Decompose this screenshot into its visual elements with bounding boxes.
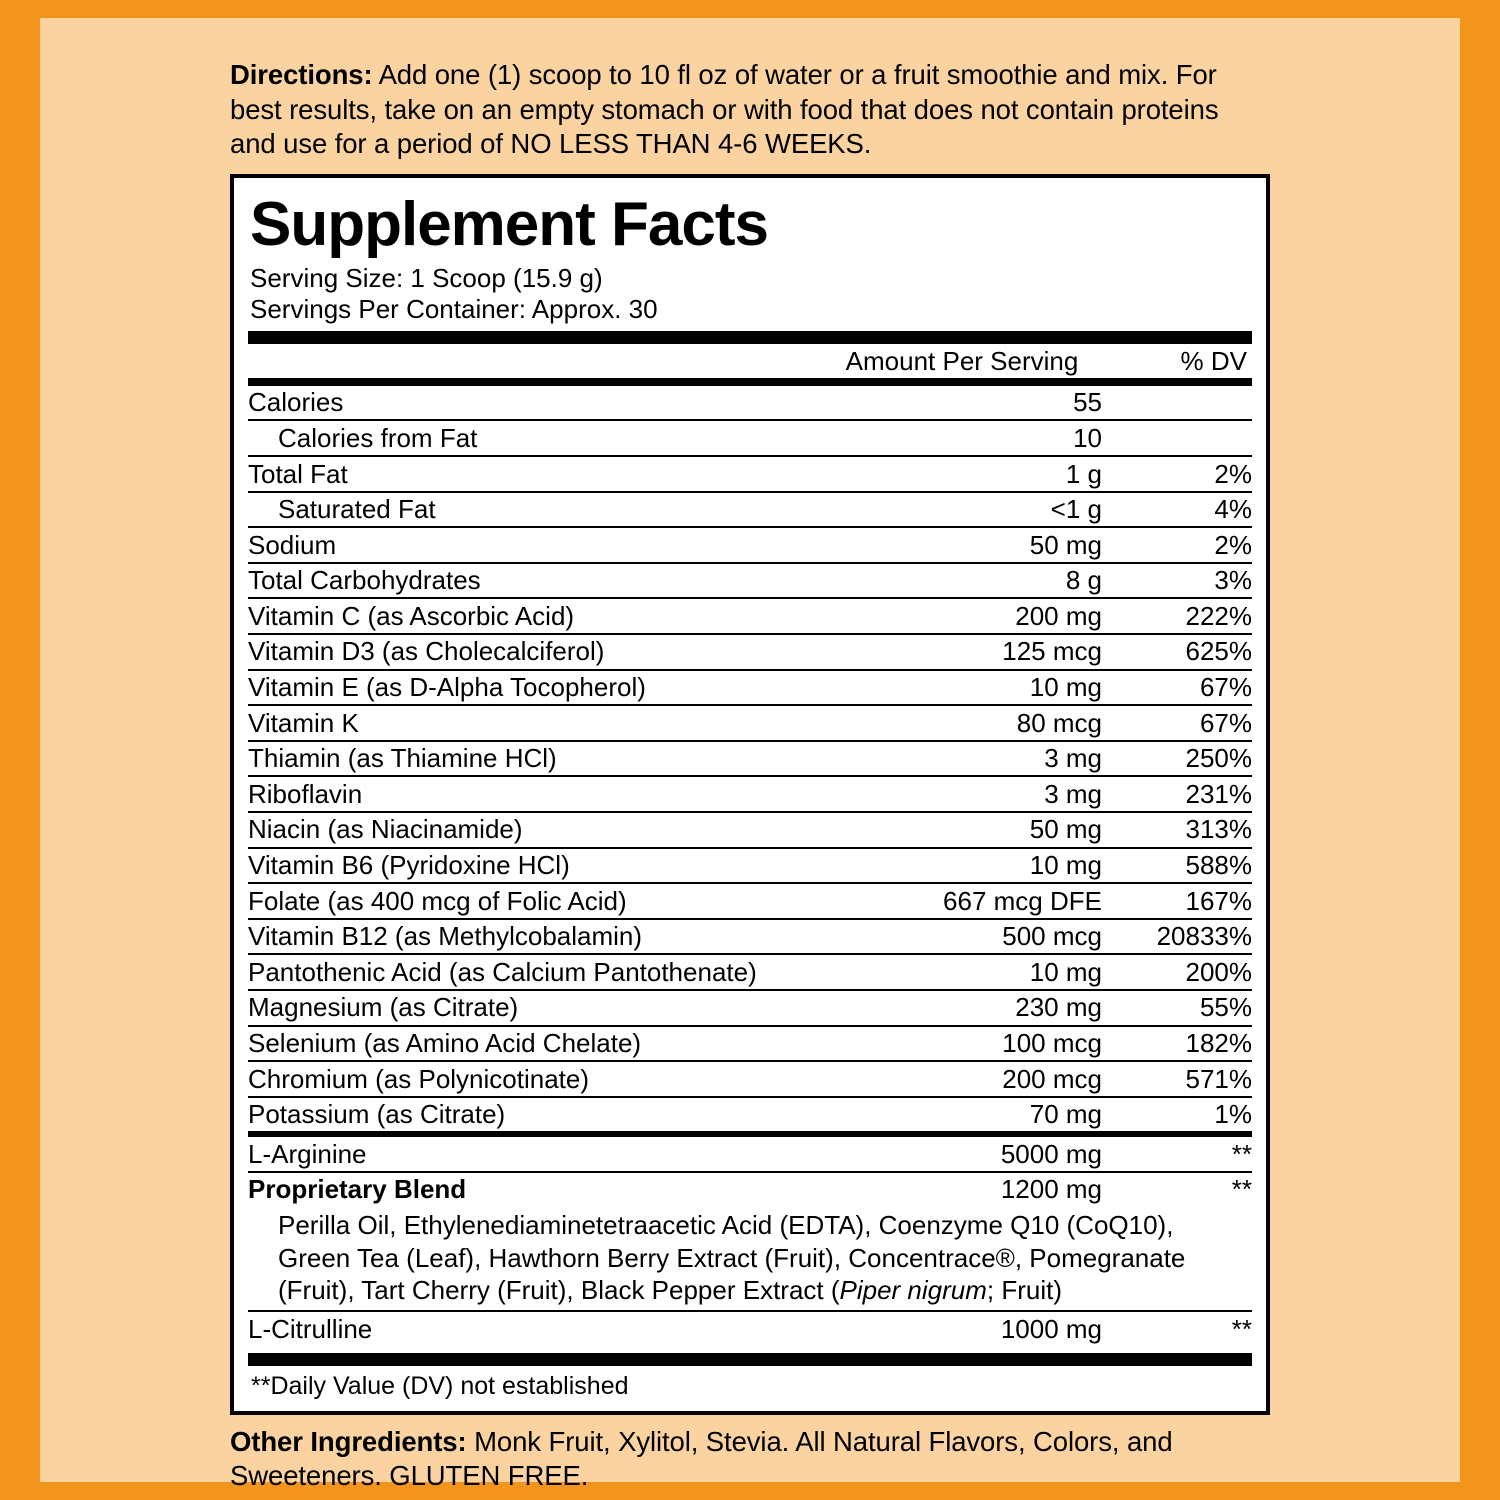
table-row <box>248 990 1252 1026</box>
row-amount: 125 mcg <box>832 634 1102 670</box>
row-name: Vitamin C (as Ascorbic Acid) <box>248 598 832 634</box>
row-amount: 55 <box>832 386 1102 421</box>
table-row <box>248 420 1252 456</box>
table-row <box>248 456 1252 492</box>
header-amount-per-serving: Amount Per Serving <box>827 344 1097 379</box>
row-amount: 50 mg <box>832 812 1102 848</box>
table-row <box>248 954 1252 990</box>
table-row <box>248 670 1252 706</box>
blend-rows <box>248 1137 1252 1206</box>
blend-desc-italic: Piper nigrum <box>839 1274 987 1305</box>
divider-thick-bottom <box>248 1353 1252 1366</box>
row-dv: 3% <box>1102 563 1252 599</box>
table-row <box>248 919 1252 955</box>
row-name: Total Carbohydrates <box>248 563 832 599</box>
row-dv: 588% <box>1102 848 1252 884</box>
table-row <box>248 1061 1252 1097</box>
row-dv: 571% <box>1102 1061 1252 1097</box>
other-ingredients-block <box>230 1425 1270 1494</box>
row-amount: 3 mg <box>832 776 1102 812</box>
row-dv <box>1102 386 1252 421</box>
daily-value-note: **Daily Value (DV) not established <box>251 1371 629 1400</box>
row-amount: 100 mcg <box>832 1026 1102 1062</box>
nutrient-rows <box>248 386 1252 1131</box>
row-amount: 230 mg <box>832 990 1102 1026</box>
row-name: Magnesium (as Citrate) <box>248 990 832 1026</box>
other-ingredients-label: Other Ingredients: <box>230 1425 467 1457</box>
row-amount: 200 mg <box>832 598 1102 634</box>
row-amount: 3 mg <box>832 741 1102 777</box>
row-amount: 1200 mg <box>1000 1174 1102 1205</box>
blend-desc-part2: ; Fruit) <box>986 1274 1063 1305</box>
proprietary-blend-description <box>248 1206 1252 1312</box>
table-row <box>248 1097 1252 1132</box>
row-amount: 1 g <box>832 456 1102 492</box>
table-row <box>248 386 1252 421</box>
row-dv: ** <box>1102 1137 1252 1172</box>
row-dv: 231% <box>1102 776 1252 812</box>
row-dv: 250% <box>1102 741 1252 777</box>
row-dv: 67% <box>1102 670 1252 706</box>
final-row-table <box>248 1312 1252 1346</box>
other-ingredients-text: Monk Fruit, Xylitol, Stevia. All Natural Flavors, Colors, and Sweeteners. GLUTEN FREE. <box>230 1425 1173 1492</box>
row-name: Folate (as 400 mcg of Folic Acid) <box>248 883 832 919</box>
row-amount: 5000 mg <box>832 1137 1102 1172</box>
label-content <box>230 58 1270 1494</box>
table-row <box>248 1026 1252 1062</box>
table-row <box>248 492 1252 528</box>
table-row <box>248 848 1252 884</box>
row-dv: 200% <box>1102 954 1252 990</box>
row-dv: 2% <box>1102 527 1252 563</box>
row-amount: 10 <box>832 420 1102 456</box>
row-amount: <1 g <box>832 492 1102 528</box>
row-name: Niacin (as Niacinamide) <box>248 812 832 848</box>
table-row <box>248 883 1252 919</box>
row-name: Proprietary Blend <box>248 1174 467 1205</box>
row-amount: 8 g <box>832 563 1102 599</box>
directions-block <box>230 58 1270 162</box>
table-row <box>248 527 1252 563</box>
table-row <box>248 1137 1252 1172</box>
row-amount: 10 mg <box>832 670 1102 706</box>
table-row <box>248 1312 1252 1346</box>
page-title: Supplement Facts <box>250 189 768 259</box>
row-amount: 70 mg <box>1029 1099 1102 1130</box>
row-dv: 2% <box>1102 456 1252 492</box>
row-dv: 55% <box>1102 990 1252 1026</box>
directions-text: Add one (1) scoop to 10 fl oz of water or a fruit smoothie and mix. For best results, take on an empty stomach or with food that does not contain proteins and use for a period of NO LESS THAN 4-6 WEEKS. <box>230 59 1219 160</box>
table-row <box>248 741 1252 777</box>
row-name: Calories <box>248 386 832 421</box>
row-dv: 625% <box>1102 634 1252 670</box>
row-amount: 1000 mg <box>1000 1313 1102 1344</box>
row-name: Vitamin D3 (as Cholecalciferol) <box>248 634 832 670</box>
row-name: Vitamin B12 (as Methylcobalamin) <box>248 919 832 955</box>
row-dv: ** <box>1231 1174 1252 1205</box>
row-dv: 1% <box>1214 1099 1252 1130</box>
row-name: Vitamin B6 (Pyridoxine HCl) <box>248 848 832 884</box>
row-name: Total Fat <box>248 456 832 492</box>
row-dv: ** <box>1231 1313 1252 1344</box>
row-name: Chromium (as Polynicotinate) <box>248 1061 832 1097</box>
row-name: Selenium (as Amino Acid Chelate) <box>248 1026 832 1062</box>
directions-label: Directions: <box>230 59 373 90</box>
header-blank <box>248 344 827 379</box>
table-row <box>248 1172 1252 1207</box>
row-dv: 20833% <box>1102 919 1252 955</box>
label-page <box>40 18 1460 1492</box>
table-row <box>248 812 1252 848</box>
row-amount: 80 mcg <box>832 705 1102 741</box>
row-name: Vitamin E (as D-Alpha Tocopherol) <box>248 670 832 706</box>
row-name: Sodium <box>248 527 832 563</box>
table-row <box>248 598 1252 634</box>
row-name: L-Arginine <box>248 1137 832 1172</box>
row-name: Riboflavin <box>248 776 832 812</box>
divider-thick-top <box>248 331 1252 344</box>
blend-desc-part1: Perilla Oil, Ethylenediaminetetraacetic Acid (EDTA), Coenzyme Q10 (CoQ10), Green Tea (Leaf), Hawthorn Berry Extract (Fruit), Concentrace®, Pomegranate (Fruit), Tart Cherry (Fruit), Black Pepper Extract ( <box>278 1210 1186 1305</box>
nutrition-table <box>248 344 1252 380</box>
table-row <box>248 563 1252 599</box>
row-amount: 500 mcg <box>832 919 1102 955</box>
row-name: Pantothenic Acid (as Calcium Pantothenate) <box>248 954 832 990</box>
row-name: Potassium (as Citrate) <box>248 1099 506 1130</box>
row-name: Thiamin (as Thiamine HCl) <box>248 741 832 777</box>
row-amount: 10 mg <box>832 848 1102 884</box>
table-row <box>248 776 1252 812</box>
supplement-facts-panel <box>230 174 1270 1415</box>
header-percent-dv: % DV <box>1097 344 1252 379</box>
table-header-row <box>248 344 1252 379</box>
row-dv <box>1102 420 1252 456</box>
row-name: Saturated Fat <box>248 492 832 528</box>
serving-size: Serving Size: 1 Scoop (15.9 g) <box>250 262 603 293</box>
servings-per-container: Servings Per Container: Approx. 30 <box>250 293 658 324</box>
row-name: Vitamin K <box>248 705 832 741</box>
row-amount: 50 mg <box>832 527 1102 563</box>
row-dv: 4% <box>1102 492 1252 528</box>
row-name: Calories from Fat <box>248 420 832 456</box>
row-dv: 167% <box>1102 883 1252 919</box>
table-row <box>248 705 1252 741</box>
row-amount: 667 mcg DFE <box>832 883 1102 919</box>
row-amount: 10 mg <box>832 954 1102 990</box>
row-amount: 200 mcg <box>832 1061 1102 1097</box>
table-row <box>248 634 1252 670</box>
row-dv: 67% <box>1102 705 1252 741</box>
row-dv: 222% <box>1102 598 1252 634</box>
row-name: L-Citrulline <box>248 1313 373 1344</box>
row-dv: 313% <box>1102 812 1252 848</box>
row-dv: 182% <box>1102 1026 1252 1062</box>
